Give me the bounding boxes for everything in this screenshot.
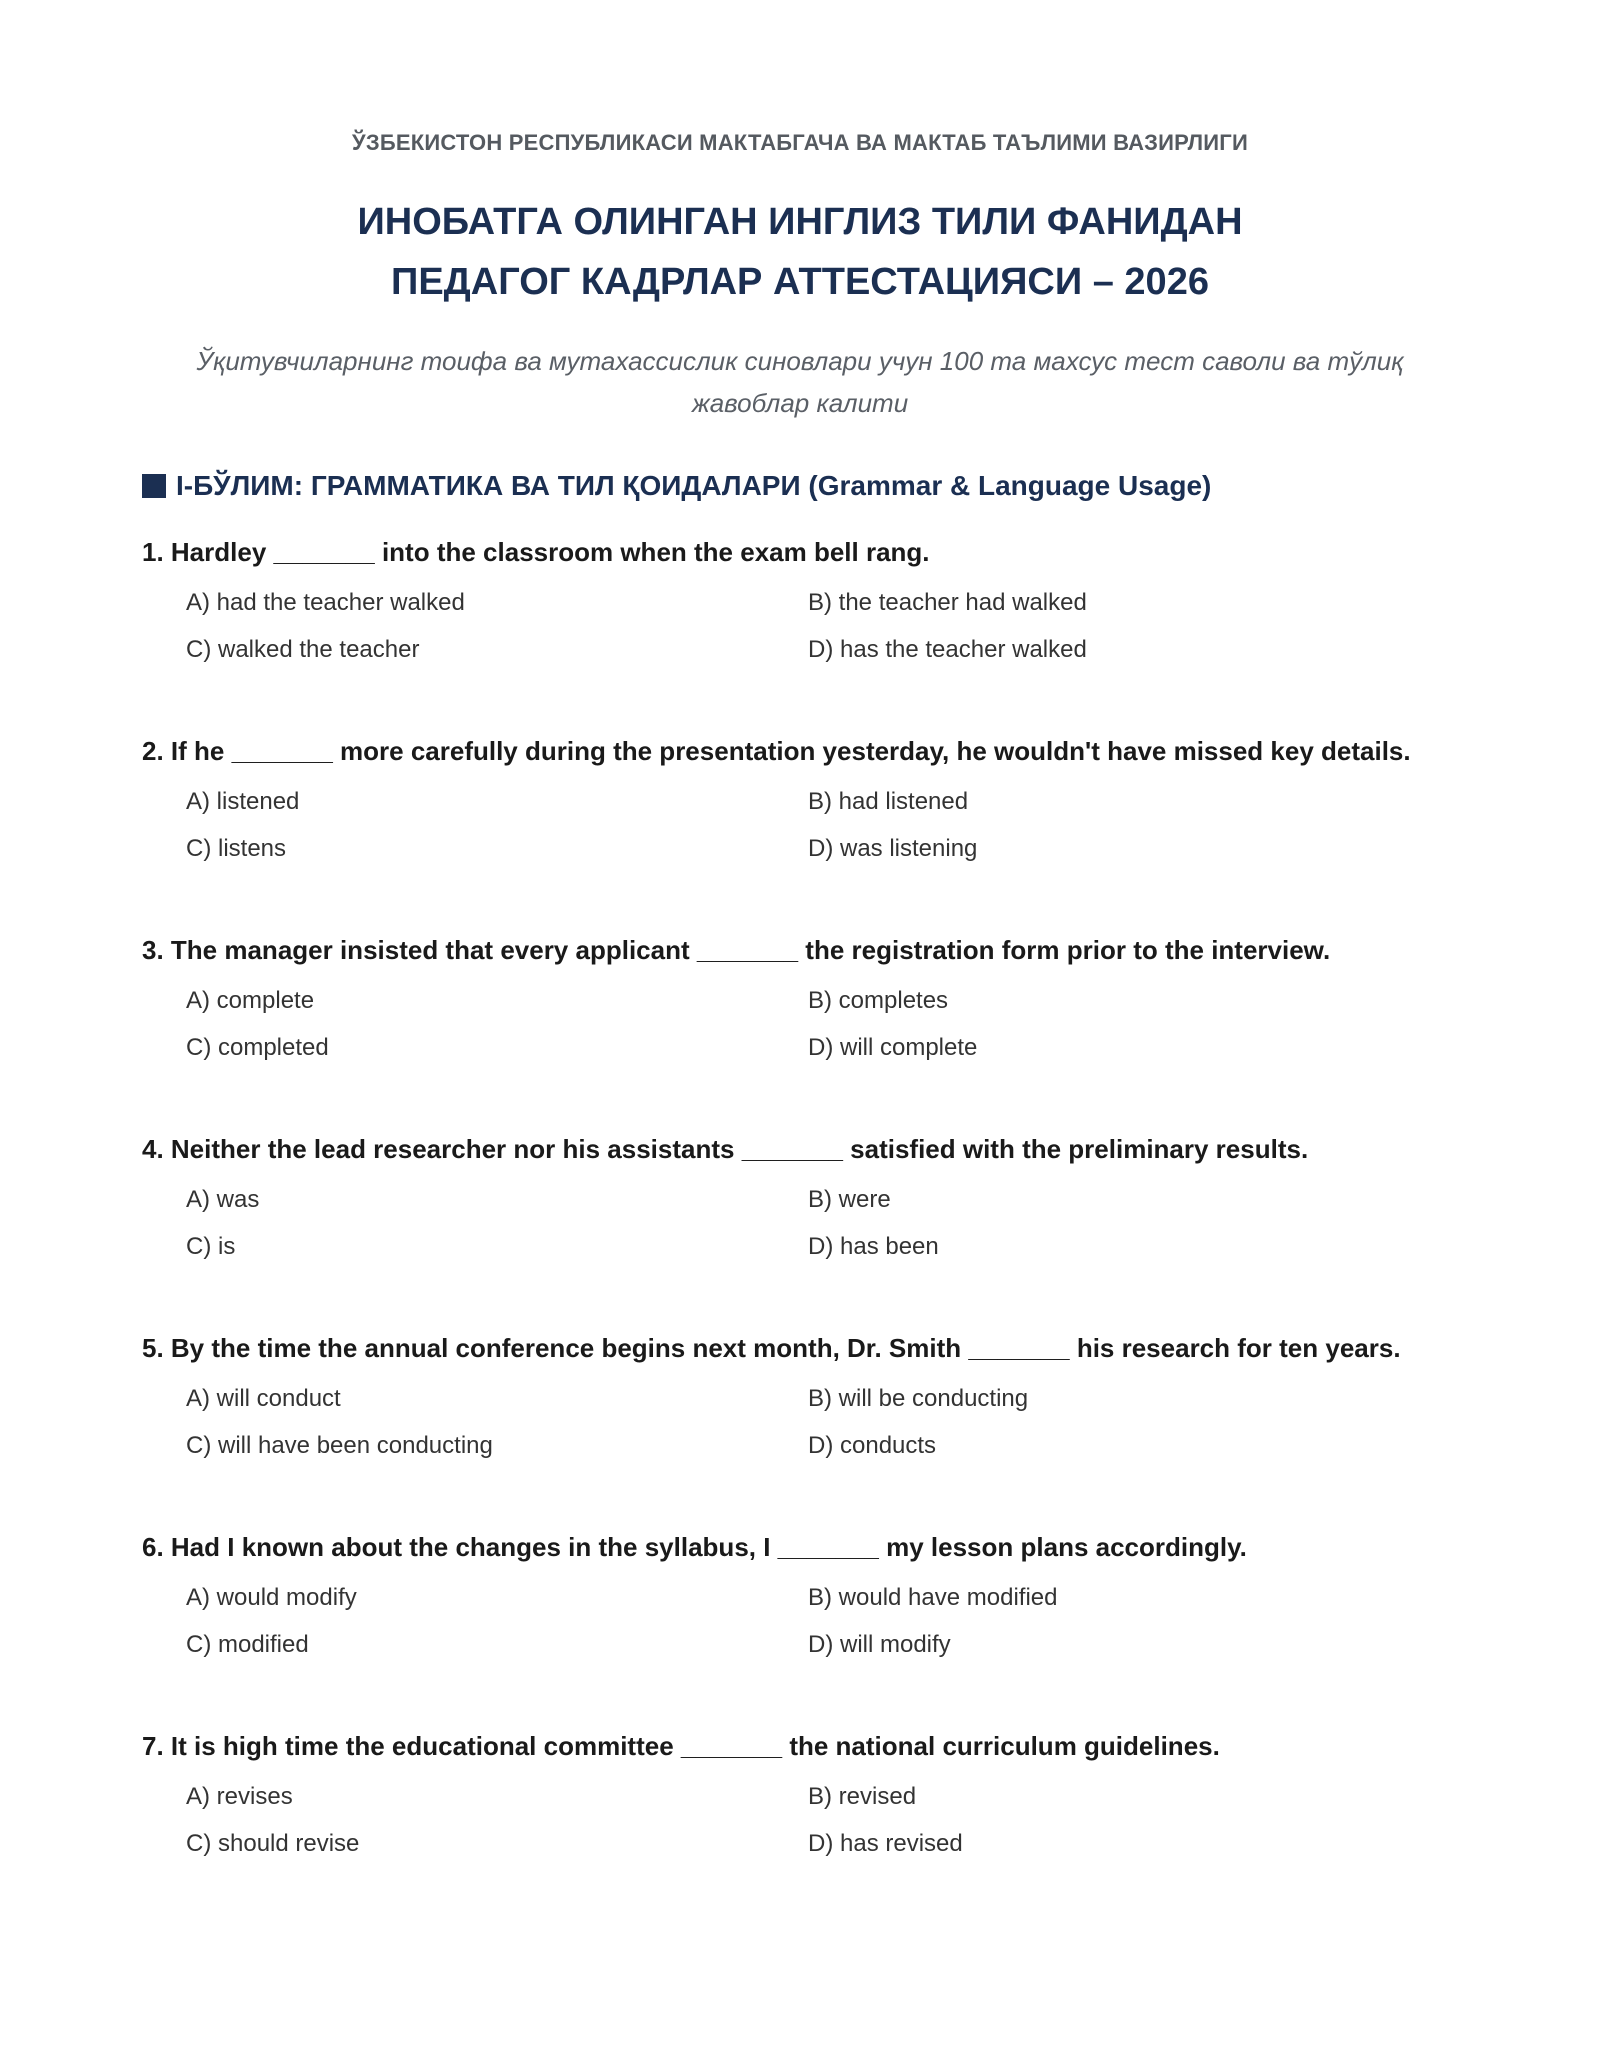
option-c: C) completed <box>186 1034 329 1061</box>
option-c: C) is <box>186 1233 236 1260</box>
option-a: A) would modify <box>186 1584 357 1611</box>
option-b: B) would have modified <box>808 1584 1058 1611</box>
options-group <box>142 1379 1472 1475</box>
option-a: A) complete <box>186 987 315 1014</box>
option-b: B) the teacher had walked <box>808 589 1087 616</box>
options-group <box>142 1578 1472 1674</box>
option-a: A) had the teacher walked <box>186 589 465 616</box>
question-3 <box>142 931 1472 1077</box>
question-7 <box>142 1727 1472 1873</box>
question-5 <box>142 1329 1472 1475</box>
option-d: D) will complete <box>808 1034 978 1061</box>
option-a: A) will conduct <box>186 1385 341 1412</box>
options-group <box>142 1180 1472 1276</box>
option-b: B) were <box>808 1186 891 1213</box>
question-1 <box>142 533 1472 679</box>
square-bullet-icon <box>142 474 166 498</box>
options-group <box>142 583 1472 679</box>
option-a: A) was <box>186 1186 260 1213</box>
question-2 <box>142 732 1472 878</box>
options-group <box>142 981 1472 1077</box>
option-b: B) completes <box>808 987 949 1014</box>
question-text: 3. The manager insisted that every applicant _______ the registration form prior to the interview. <box>142 935 1331 965</box>
ministry-header: ЎЗБЕКИСТОН РЕСПУБЛИКАСИ МАКТАБГАЧА ВА МАКТАБ ТАЪЛИМИ ВАЗИРЛИГИ <box>352 130 1248 155</box>
option-a: A) revises <box>186 1783 293 1810</box>
option-c: C) listens <box>186 835 287 862</box>
question-text: 6. Had I known about the changes in the syllabus, I _______ my lesson plans accordingly. <box>142 1532 1247 1562</box>
option-d: D) has revised <box>808 1830 963 1857</box>
question-text: 4. Neither the lead researcher nor his assistants _______ satisfied with the preliminary results. <box>142 1134 1309 1164</box>
question-text: 7. It is high time the educational committee _______ the national curriculum guidelines. <box>142 1731 1220 1761</box>
option-d: D) conducts <box>808 1432 937 1459</box>
document-title <box>0 192 1600 312</box>
document-subtitle: Ўқитувчиларнинг тоифа ва мутахассислик синовлари учун 100 та махсус тест саволи ва тўлиқ жавоблар калити <box>196 346 1404 418</box>
title-line-1: ИНОБАТГА ОЛИНГАН ИНГЛИЗ ТИЛИ ФАНИДАН <box>357 201 1243 243</box>
option-b: B) will be conducting <box>808 1385 1029 1412</box>
question-text: 5. By the time the annual conference begins next month, Dr. Smith _______ his research for ten years. <box>142 1333 1401 1363</box>
title-line-2: ПЕДАГОГ КАДРЛАР АТТЕСТАЦИЯСИ – 2026 <box>391 261 1209 303</box>
options-group <box>142 1777 1472 1873</box>
options-group <box>142 782 1472 878</box>
section-heading <box>142 470 1211 502</box>
section-heading-text: I-БЎЛИМ: ГРАММАТИКА ВА ТИЛ ҚОИДАЛАРИ (Grammar & Language Usage) <box>176 470 1212 501</box>
question-text: 2. If he _______ more carefully during the presentation yesterday, he wouldn't have missed key details. <box>142 736 1411 766</box>
question-text: 1. Hardley _______ into the classroom when the exam bell rang. <box>142 537 930 567</box>
option-a: A) listened <box>186 788 300 815</box>
question-4 <box>142 1130 1472 1276</box>
option-b: B) revised <box>808 1783 917 1810</box>
question-6 <box>142 1528 1472 1674</box>
option-c: C) walked the teacher <box>186 636 420 663</box>
option-d: D) will modify <box>808 1631 951 1658</box>
option-c: C) modified <box>186 1631 309 1658</box>
option-d: D) has been <box>808 1233 939 1260</box>
option-b: B) had listened <box>808 788 969 815</box>
option-d: D) was listening <box>808 835 978 862</box>
option-c: C) will have been conducting <box>186 1432 493 1459</box>
option-d: D) has the teacher walked <box>808 636 1087 663</box>
option-c: C) should revise <box>186 1830 360 1857</box>
